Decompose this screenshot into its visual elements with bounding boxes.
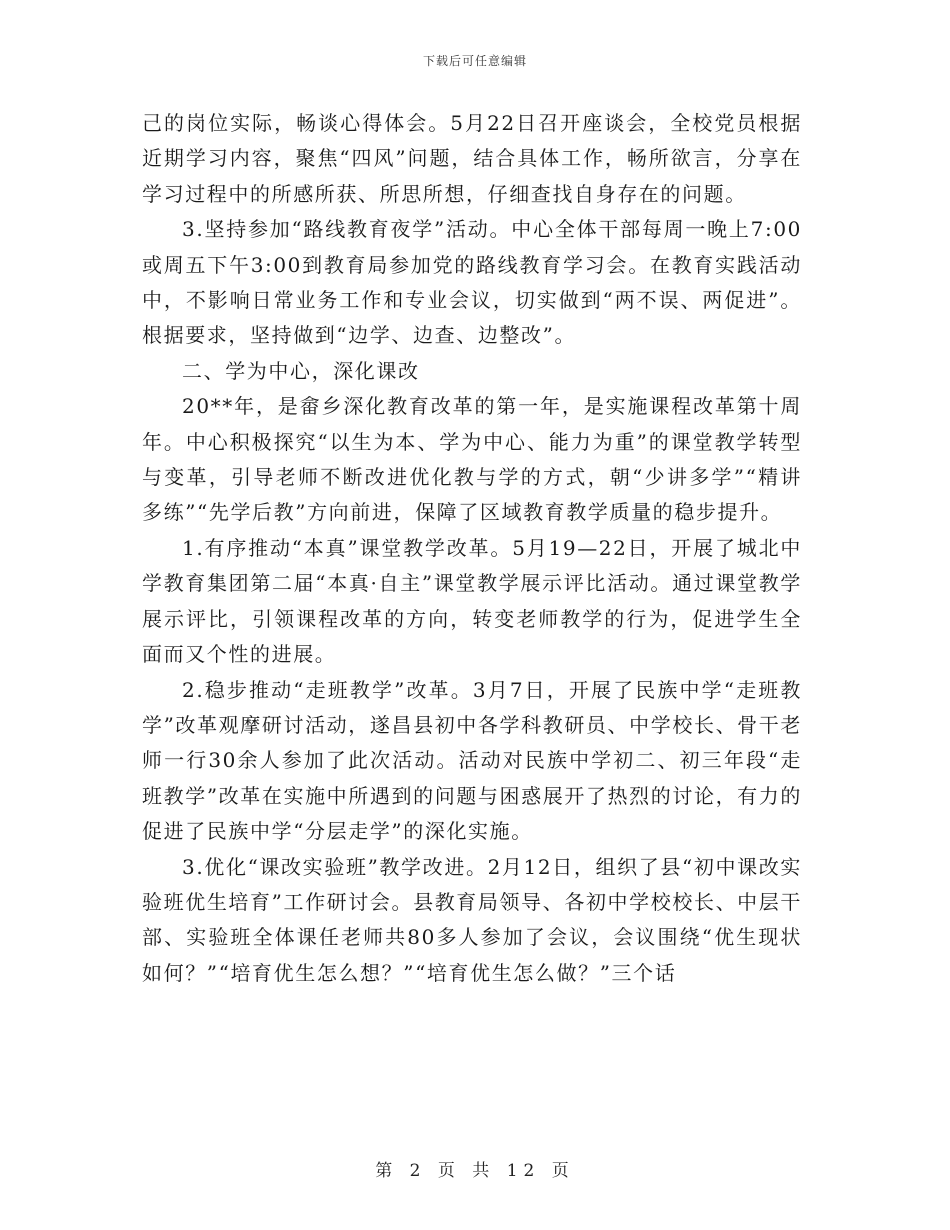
paragraph: 3.坚持参加“路线教育夜学”活动。中心全体干部每周一晚上7:00或周五下午3:00到教育局参加党的路线教育学习会。在教育实践活动中，不影响日常业务工作和专业会议，切实做到“两不误、两促进”。根据要求，坚持做到“边学、边查、边整改”。 bbox=[142, 217, 802, 348]
document-body bbox=[142, 106, 802, 991]
paragraph: 1.有序推动“本真”课堂教学改革。5月19—22日，开展了城北中学教育集团第二届“本真·自主”课堂教学展示评比活动。通过课堂教学展示评比，引领课程改革的方向，转变老师教学的行为，促进学生全面而又个性的进展。 bbox=[142, 535, 802, 667]
paragraph: 3.优化“课改实验班”教学改进。2月12日，组织了县“初中课改实验班优生培育”工作研讨会。县教育局领导、各初中学校校长、中层干部、实验班全体课任老师共80多人参加了会议，会议围绕“优生现状如何？”“培育优生怎么想？”“培育优生怎么做？”三个话 bbox=[142, 854, 802, 985]
section-heading: 二、学为中心，深化课改 bbox=[182, 358, 420, 383]
paragraph: 己的岗位实际，畅谈心得体会。5月22日召开座谈会，全校党员根据近期学习内容，聚焦“四风”问题，结合具体工作，畅所欲言，分享在学习过程中的所感所获、所思所想，仔细查找自身存在的问题。 bbox=[142, 111, 802, 206]
paragraph: 20**年，是畲乡深化教育改革的第一年，是实施课程改革第十周年。中心积极探究“以生为本、学为中心、能力为重”的课堂教学转型与变革，引导老师不断改进优化教与学的方式，朝“少讲多学”“精讲多练”“先学后教”方向前进，保障了区域教育教学质量的稳步提升。 bbox=[142, 394, 802, 525]
paragraph: 2.稳步推动“走班教学”改革。3月7日，开展了民族中学“走班教学”改革观摩研讨活动，遂昌县初中各学科教研员、中学校长、骨干老师一行30余人参加了此次活动。活动对民族中学初二、初三年段“走班教学”改革在实施中所遇到的问题与困惑展开了热烈的讨论，有力的促进了民族中学“分层走学”的深化实施。 bbox=[142, 677, 802, 844]
page-header: 下载后可任意编辑 bbox=[422, 54, 527, 68]
page-number-footer: 第 2 页 共 12 页 bbox=[375, 1161, 575, 1181]
